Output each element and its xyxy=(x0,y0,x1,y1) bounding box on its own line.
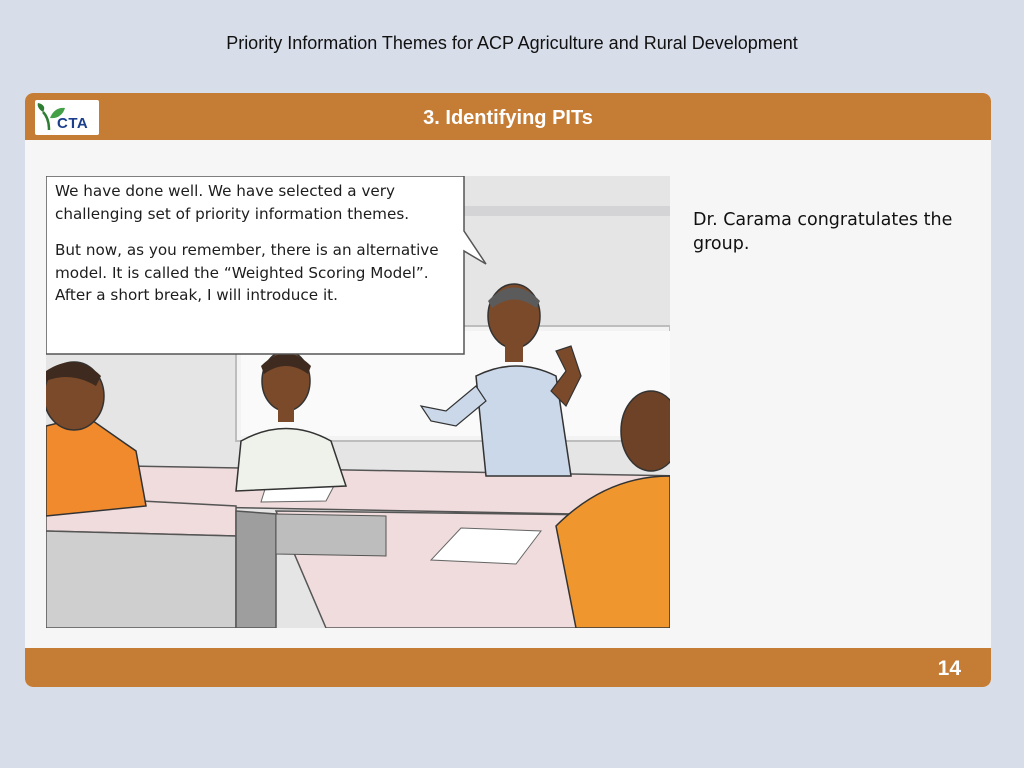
speech-paragraph-1: We have done well. We have selected a very challenging set of priority information themes. xyxy=(55,182,410,223)
page-title: Priority Information Themes for ACP Agriculture and Rural Development xyxy=(226,33,798,53)
header-bar xyxy=(25,93,991,140)
speech-paragraph-2: But now, as you remember, there is an alternative model. It is called the “Weighted Scoring Model”. After a short break, I will introduce it. xyxy=(55,241,439,305)
logo-text: CTA xyxy=(57,115,89,132)
slide-title: 3. Identifying PITs xyxy=(423,107,593,129)
meeting-illustration xyxy=(46,176,670,628)
speech-bubble-text xyxy=(55,180,465,321)
footer-bar xyxy=(25,648,991,687)
slide-frame xyxy=(25,93,991,687)
page-number: 14 xyxy=(937,657,961,680)
caption-text: Dr. Carama congratulates the group. xyxy=(693,210,953,254)
